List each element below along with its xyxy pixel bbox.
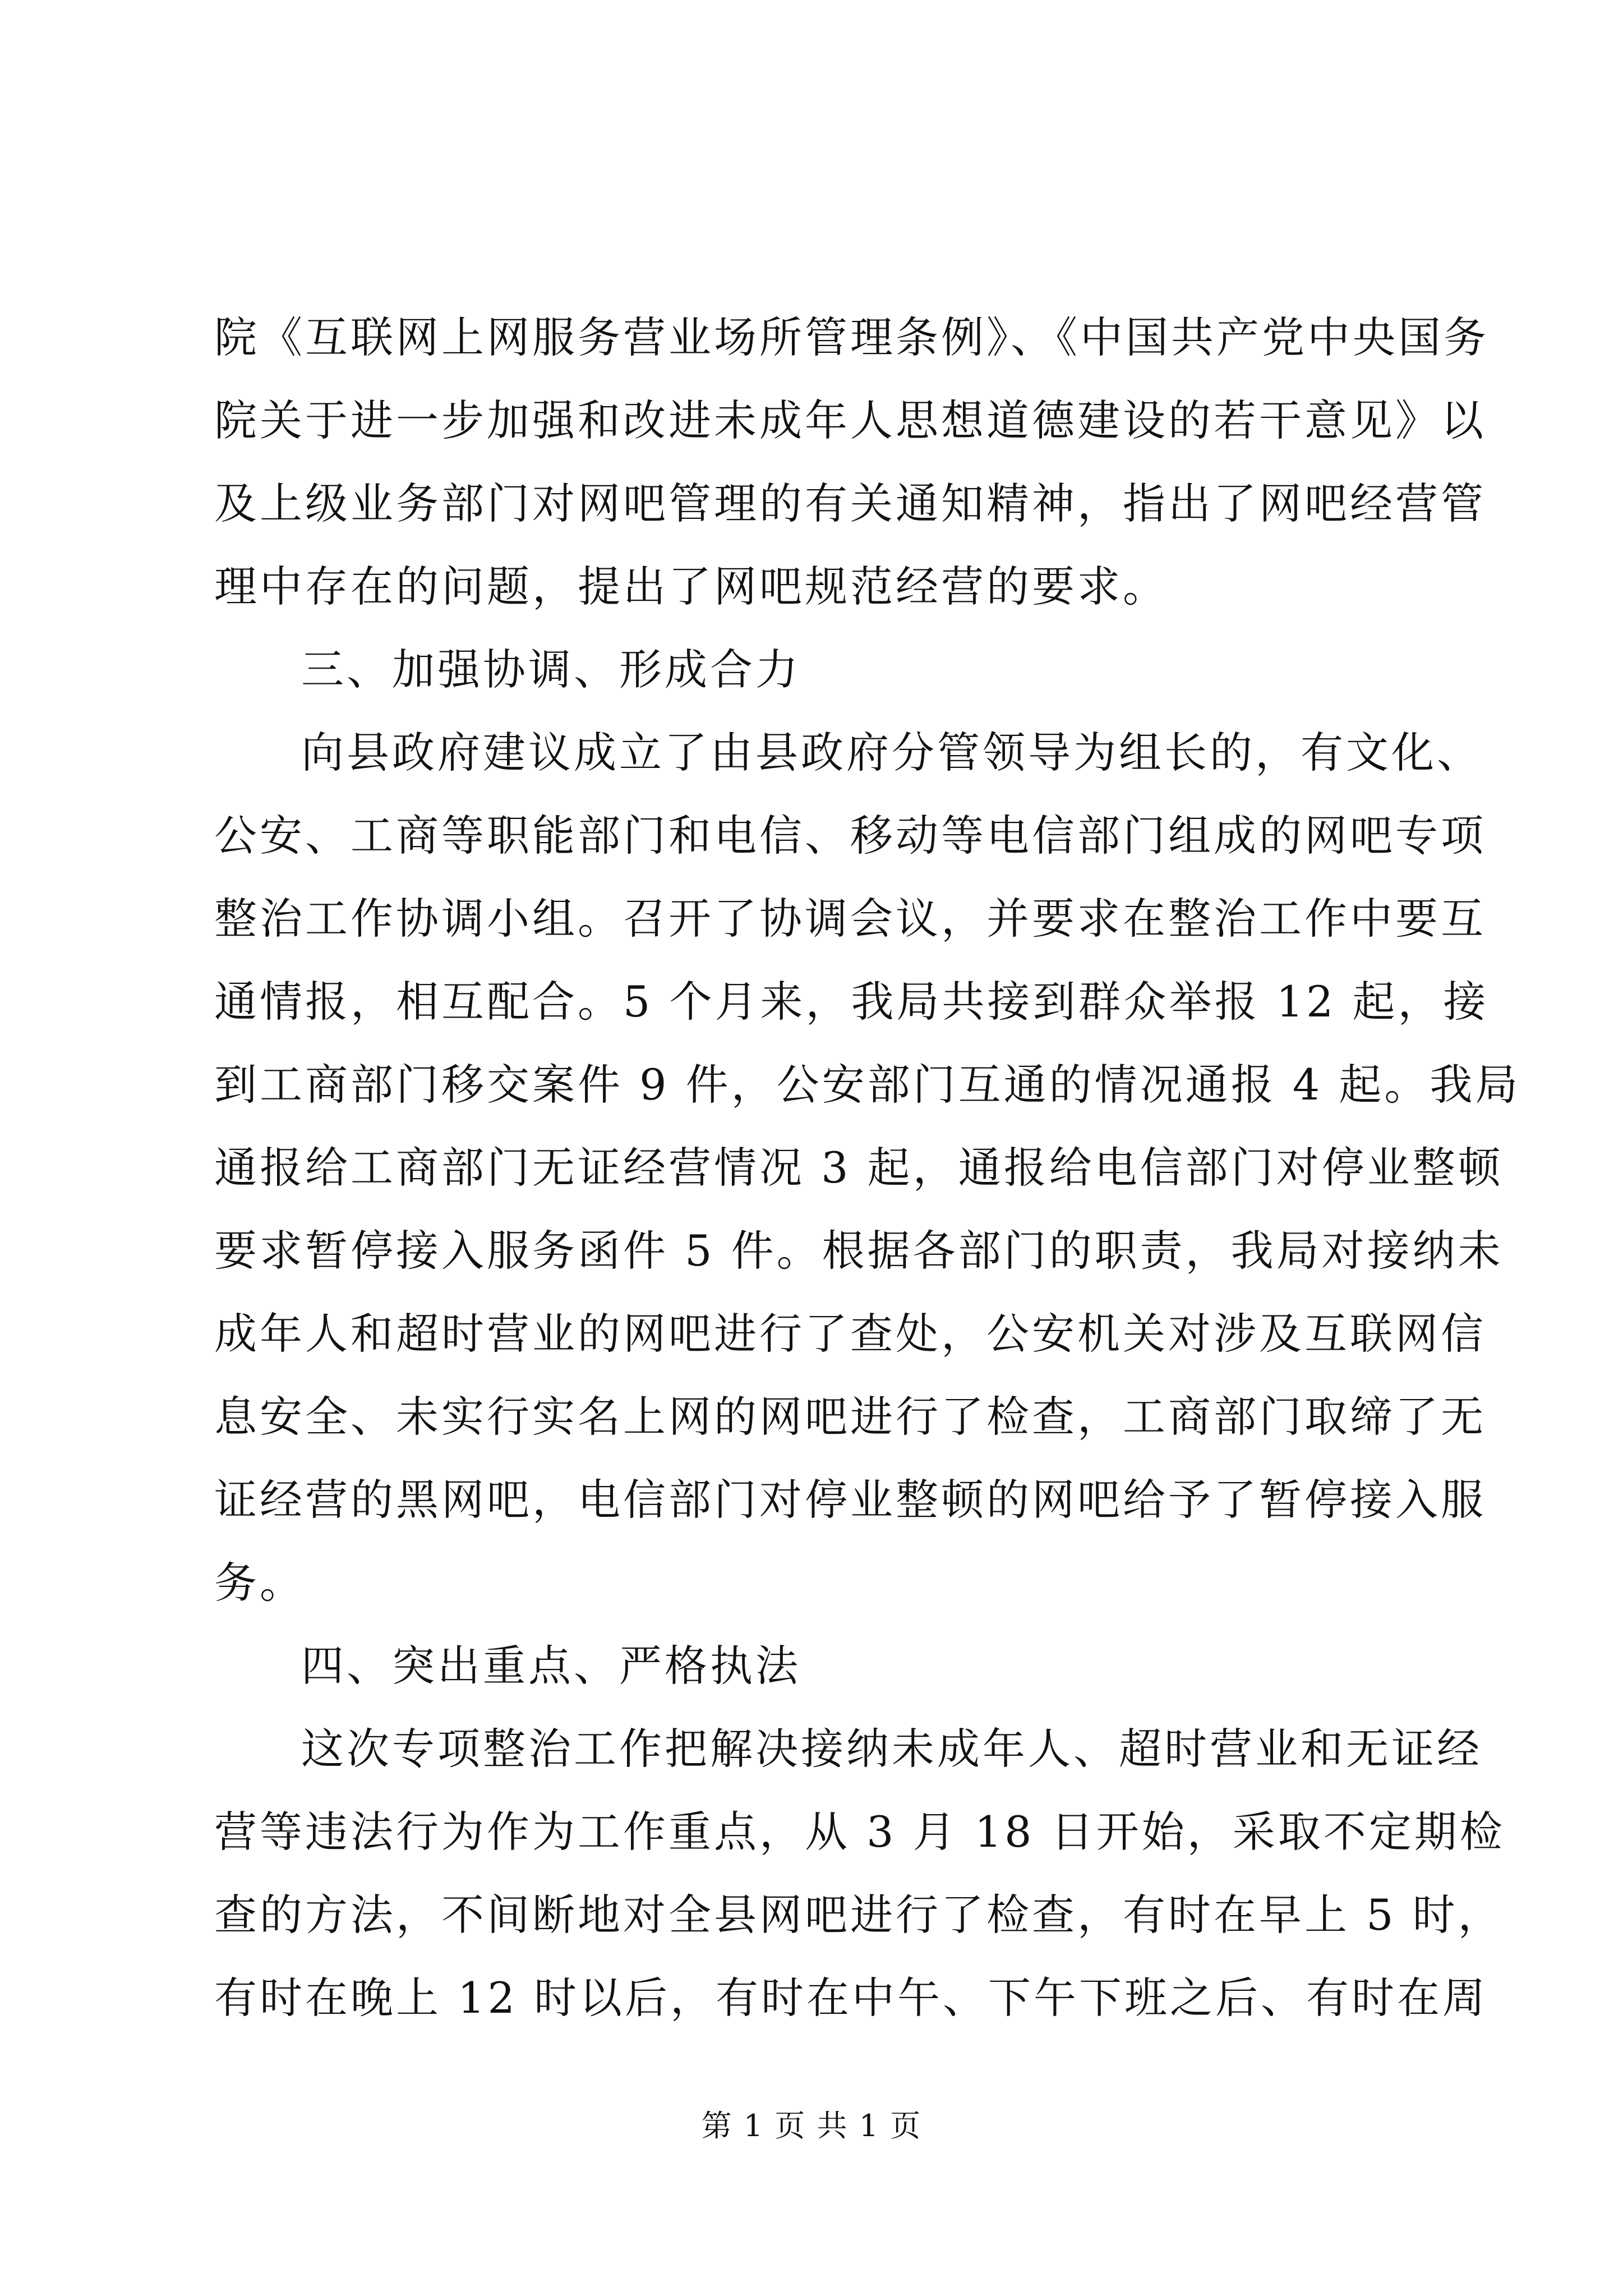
text-line: 院关于进一步加强和改进未成年人思想道德建设的若干意见》以: [214, 395, 1486, 445]
text-line: 公安、工商等职能部门和电信、移动等电信部门组成的网吧专项: [214, 811, 1486, 861]
text-line: 通报给工商部门无证经营情况 3 起，通报给电信部门对停业整顿: [214, 1143, 1504, 1193]
text-line: 查的方法，不间断地对全县网吧进行了检查，有时在早上 5 时，: [214, 1890, 1504, 1940]
text-line: 及上级业务部门对网吧管理的有关通知精神，指出了网吧经营管: [214, 478, 1486, 528]
text-line: 整治工作协调小组。召开了协调会议，并要求在整治工作中要互: [214, 894, 1486, 944]
text-line: 到工商部门移交案件 9 件，公安部门互通的情况通报 4 起。我局: [214, 1060, 1521, 1110]
text-line: 四、突出重点、严格执法: [301, 1641, 801, 1691]
text-line: 成年人和超时营业的网吧进行了查处，公安机关对涉及互联网信: [214, 1309, 1486, 1359]
text-line: 务。: [214, 1558, 305, 1608]
text-line: 通情报，相互配合。5 个月来，我局共接到群众举报 12 起，接: [214, 977, 1489, 1027]
text-line: 院《互联网上网服务营业场所管理条例》、《中国共产党中央国务: [214, 312, 1489, 362]
document-body: [214, 296, 1521, 2040]
text-line: 要求暂停接入服务函件 5 件。根据各部门的职责，我局对接纳未: [214, 1226, 1504, 1276]
text-line: 息安全、未实行实名上网的网吧进行了检查，工商部门取缔了无: [214, 1392, 1486, 1442]
text-line: 营等违法行为作为工作重点，从 3 月 18 日开始，采取不定期检: [214, 1807, 1505, 1857]
text-line: 三、加强协调、形成合力: [301, 645, 801, 694]
page-footer: 第 1 页 共 1 页: [701, 2108, 922, 2143]
text-line: 向县政府建议成立了由县政府分管领导为组长的，有文化、: [301, 728, 1482, 777]
text-line: 证经营的黑网吧，电信部门对停业整顿的网吧给予了暂停接入服: [214, 1475, 1486, 1525]
text-line: 这次专项整治工作把解决接纳未成年人、超时营业和无证经: [301, 1724, 1482, 1774]
text-line: 理中存在的问题，提出了网吧规范经营的要求。: [214, 562, 1168, 611]
text-line: 有时在晚上 12 时以后，有时在中午、下午下班之后、有时在周: [214, 1973, 1488, 2023]
